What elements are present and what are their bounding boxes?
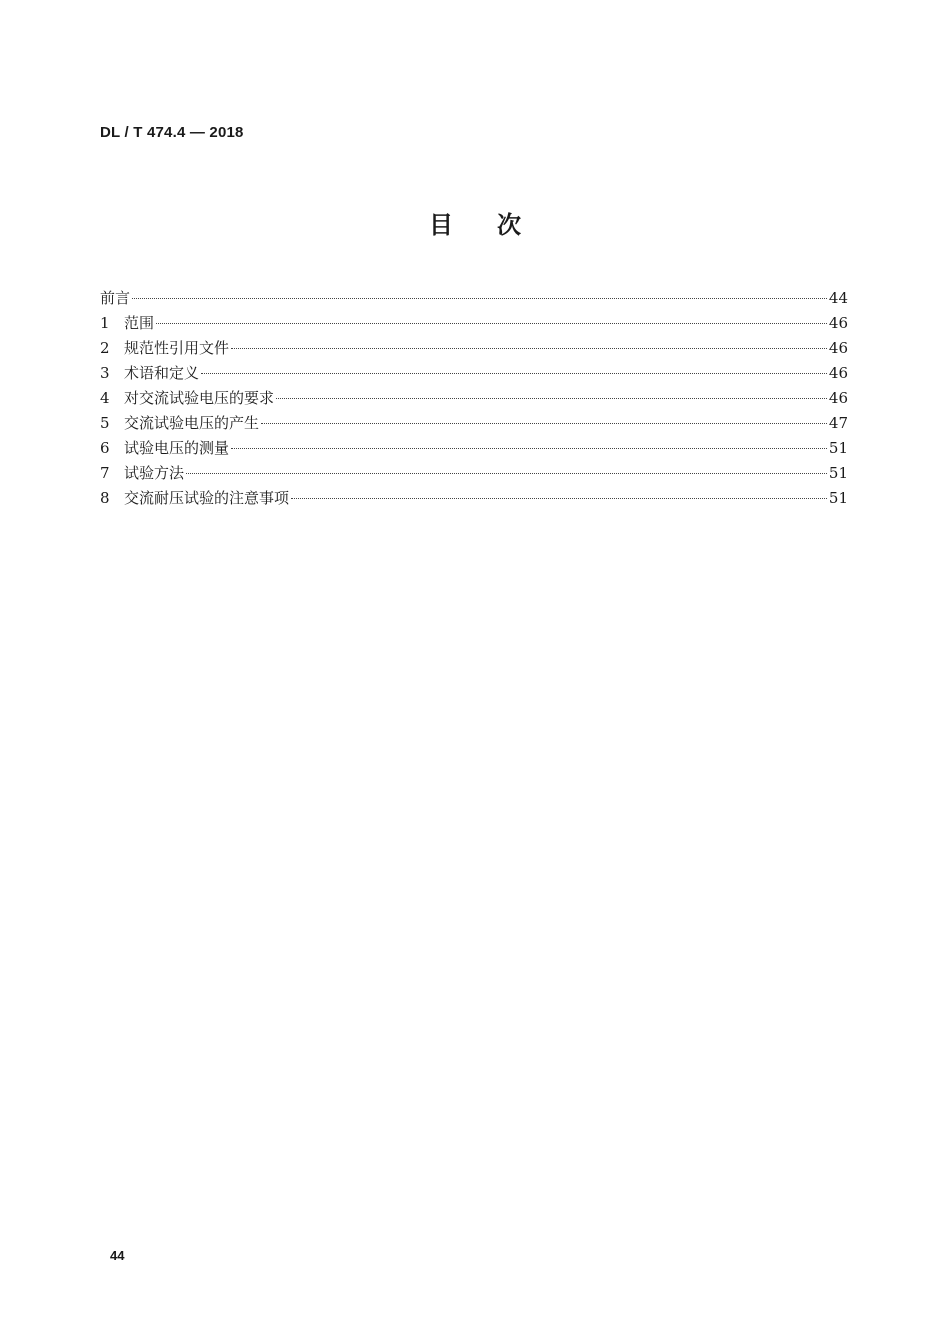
toc-title: 目次 xyxy=(429,211,565,239)
toc-entry-preface[interactable] xyxy=(100,286,848,311)
toc-entry-number: 5 xyxy=(100,414,110,432)
toc-entry-3[interactable] xyxy=(100,361,848,386)
toc-entry-page: 46 xyxy=(828,314,848,332)
toc-entry-label: 规范性引用文件 xyxy=(124,339,230,357)
toc-entry-number: 1 xyxy=(100,314,110,332)
toc-entry-number: 2 xyxy=(100,339,110,357)
toc-dot-leader xyxy=(261,423,827,424)
toc-dot-leader xyxy=(231,448,827,449)
toc-dot-leader xyxy=(231,348,827,349)
page-number: 44 xyxy=(110,1248,125,1263)
toc-dot-leader xyxy=(156,323,827,324)
toc-entry-page: 51 xyxy=(828,464,848,482)
toc-entry-number: 4 xyxy=(100,389,110,407)
toc-entry-label: 试验方法 xyxy=(124,464,185,482)
toc-entry-8[interactable] xyxy=(100,486,848,511)
toc-dot-leader xyxy=(201,373,827,374)
toc-entry-label: 试验电压的测量 xyxy=(124,439,230,457)
toc-dot-leader xyxy=(291,498,827,499)
toc-entry-label: 前言 xyxy=(100,289,131,307)
standard-code: DL / T 474.4 — 2018 xyxy=(100,124,244,141)
toc-entry-label: 交流试验电压的产生 xyxy=(124,414,260,432)
toc-entry-1[interactable] xyxy=(100,311,848,336)
toc-entry-5[interactable] xyxy=(100,411,848,436)
toc-entry-label: 范围 xyxy=(124,314,155,332)
toc-entry-page: 51 xyxy=(828,439,848,457)
toc-entry-label: 交流耐压试验的注意事项 xyxy=(124,489,290,507)
toc-entry-2[interactable] xyxy=(100,336,848,361)
toc-entry-4[interactable] xyxy=(100,386,848,411)
toc-entry-page: 46 xyxy=(828,364,848,382)
toc-entry-number: 7 xyxy=(100,464,110,482)
toc-list xyxy=(100,286,848,511)
toc-dot-leader xyxy=(132,298,827,299)
toc-entry-page: 47 xyxy=(828,414,848,432)
toc-entry-page: 44 xyxy=(828,289,848,307)
toc-entry-page: 51 xyxy=(828,489,848,507)
toc-entry-6[interactable] xyxy=(100,436,848,461)
toc-entry-number: 3 xyxy=(100,364,110,382)
toc-entry-page: 46 xyxy=(828,339,848,357)
toc-entry-page: 46 xyxy=(828,389,848,407)
toc-entry-label: 对交流试验电压的要求 xyxy=(124,389,275,407)
toc-dot-leader xyxy=(276,398,827,399)
toc-entry-7[interactable] xyxy=(100,461,848,486)
toc-entry-label: 术语和定义 xyxy=(124,364,200,382)
toc-entry-number: 6 xyxy=(100,439,110,457)
toc-dot-leader xyxy=(186,473,827,474)
toc-entry-number: 8 xyxy=(100,489,110,507)
